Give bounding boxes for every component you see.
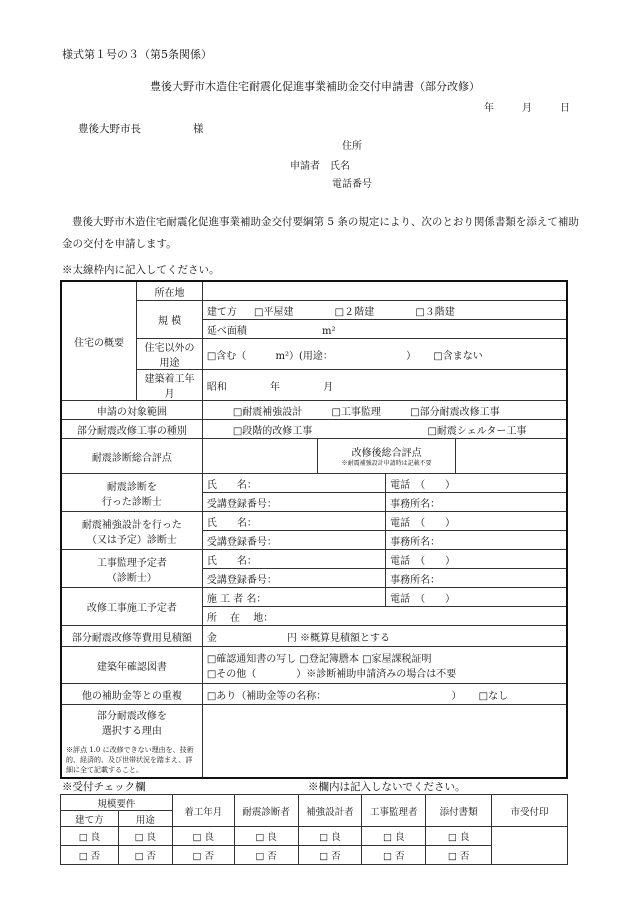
location-input[interactable] bbox=[202, 281, 567, 301]
building-type-row bbox=[202, 301, 567, 320]
req-header: 規模要件 bbox=[61, 795, 173, 811]
diagnoser-reg[interactable]: 受講登録番号： bbox=[202, 493, 385, 512]
scope-row[interactable] bbox=[202, 401, 567, 420]
opt-1f-checkbox[interactable]: □平屋建 bbox=[254, 306, 294, 318]
honorific: 様 bbox=[193, 123, 204, 135]
contractor-address[interactable]: 所 在 地： bbox=[202, 607, 567, 626]
reason-label bbox=[61, 705, 202, 779]
addressee bbox=[78, 121, 204, 136]
date-year: 年 bbox=[484, 103, 494, 114]
year-docs-row[interactable] bbox=[202, 647, 567, 684]
contractor-phone[interactable]: 電話 （ ） bbox=[386, 588, 567, 607]
diagnoser-phone[interactable]: 電話 （ ） bbox=[386, 474, 567, 493]
supervisor-reg[interactable]: 受講登録番号： bbox=[202, 569, 385, 588]
use-close: ） bbox=[406, 350, 417, 362]
overlap-label: 他の補助金等との重複 bbox=[61, 684, 202, 705]
overlap-yes-checkbox: □あり（補助金等の名称： bbox=[206, 690, 327, 702]
supervisor-line1: 工事監理予定者 bbox=[96, 557, 167, 569]
includes-checkbox: □含む（ bbox=[206, 350, 247, 362]
designer-label bbox=[61, 512, 202, 550]
house-overview-label: 住宅の概要 bbox=[61, 281, 137, 401]
reason-line1: 部分耐震改修を bbox=[96, 711, 167, 722]
designer-line2: （又は予定）診断士 bbox=[86, 534, 177, 546]
date-day: 日 bbox=[560, 103, 570, 114]
bad-construction[interactable]: □ 否 bbox=[172, 846, 234, 865]
reception-check-table bbox=[60, 794, 568, 865]
after-score-input[interactable] bbox=[455, 439, 567, 474]
location-label: 所在地 bbox=[137, 281, 203, 301]
construction-year-label: 建築着工年月 bbox=[137, 370, 203, 401]
designer-reg[interactable]: 受講登録番号： bbox=[202, 531, 385, 550]
col-city-stamp: 市受付印 bbox=[492, 795, 568, 827]
address-label: 住所 bbox=[342, 141, 362, 152]
date-line bbox=[456, 99, 570, 114]
non-res-use-row[interactable] bbox=[202, 339, 567, 370]
check-note: ※欄内は記入しないでください。 bbox=[308, 781, 466, 793]
work-opt-staged: □段階的改修工事 bbox=[232, 425, 313, 437]
opt-3f-checkbox[interactable]: □３階建 bbox=[415, 306, 455, 318]
name-label: 氏名 bbox=[330, 161, 350, 172]
sub-use: 用途 bbox=[118, 811, 172, 827]
bad-diagnoser[interactable]: □ 否 bbox=[234, 846, 298, 865]
good-supervisor[interactable]: □ 良 bbox=[362, 827, 426, 846]
overlap-close: ） bbox=[451, 690, 462, 702]
designer-line1: 耐震補強設計を行った bbox=[81, 519, 182, 531]
scope-opt-supervision: □工事監理 bbox=[331, 406, 381, 418]
col-attachments: 添付書類 bbox=[426, 795, 492, 827]
good-use[interactable]: □ 良 bbox=[118, 827, 172, 846]
year-label: 年 bbox=[270, 381, 281, 393]
scope-opt-design: □耐震補強設計 bbox=[232, 406, 303, 418]
scope-opt-work: □部分耐震改修工事 bbox=[410, 406, 500, 418]
good-attachments[interactable]: □ 良 bbox=[426, 827, 492, 846]
month-label: 月 bbox=[323, 381, 334, 393]
diag-score-label: 耐震診断総合評点 bbox=[61, 439, 202, 474]
good-construction[interactable]: □ 良 bbox=[172, 827, 234, 846]
supervisor-line2: （診断士） bbox=[106, 572, 157, 584]
supervisor-office[interactable]: 事務所名： bbox=[386, 569, 567, 588]
cost-label: 部分耐震改修等費用見積額 bbox=[61, 626, 202, 647]
frame-note: ※太線枠内に記入してください。 bbox=[62, 264, 220, 276]
after-score-label: 改修後総合評点 bbox=[351, 448, 422, 459]
sub-building-type: 建て方 bbox=[61, 811, 119, 827]
not-include-checkbox: □含まない bbox=[433, 350, 483, 362]
after-score-note: ※耐震補強設計申請時は記載不要 bbox=[341, 460, 432, 467]
overlap-row[interactable] bbox=[202, 684, 567, 705]
cost-input[interactable]: 金 円 ※概算見積額とする bbox=[202, 626, 567, 647]
contractor-label: 改修工事施工予定者 bbox=[61, 588, 202, 626]
diagnoser-office[interactable]: 事務所名： bbox=[386, 493, 567, 512]
form-number: 様式第１号の３（第5条関係） bbox=[62, 48, 212, 61]
good-building-type[interactable]: □ 良 bbox=[61, 827, 119, 846]
bad-attachments[interactable]: □ 否 bbox=[426, 846, 492, 865]
era-label: 昭和 bbox=[206, 381, 227, 393]
scope-label: 申請の対象範囲 bbox=[61, 401, 202, 420]
diagnoser-label bbox=[61, 474, 202, 512]
col-designer: 補強設計者 bbox=[298, 795, 362, 827]
work-opt-shelter: □耐震シェルター工事 bbox=[427, 425, 527, 437]
diagnoser-line1: 耐震診断を bbox=[106, 481, 157, 493]
year-docs-opts-1: □確認通知書の写し □登記簿謄本 □家屋課税証明 bbox=[206, 654, 432, 665]
bad-building-type[interactable]: □ 否 bbox=[61, 846, 119, 865]
applicant-line bbox=[290, 157, 350, 172]
supervisor-name[interactable]: 氏 名： bbox=[202, 550, 385, 569]
reason-note: ※評点 1.0 に改修できない理由を、技術的、経済的、及び世帯状況を踏まえ、詳細に全て記載すること。 bbox=[66, 746, 194, 774]
use-area-label: m²）(用途： bbox=[275, 350, 333, 362]
after-score-cell bbox=[318, 439, 456, 474]
contractor-name[interactable]: 施 工 者 名： bbox=[202, 588, 385, 607]
floor-area-unit: m² bbox=[322, 325, 336, 337]
bad-use[interactable]: □ 否 bbox=[118, 846, 172, 865]
mayor-label: 豊後大野市長 bbox=[78, 123, 141, 135]
phone-label: 電話番号 bbox=[332, 179, 372, 190]
applicant-label: 申請者 bbox=[290, 161, 320, 172]
work-type-row[interactable] bbox=[202, 420, 567, 439]
application-table bbox=[60, 280, 568, 779]
overlap-no-checkbox: □なし bbox=[478, 690, 509, 702]
application-paragraph: 豊後大野市木造住宅耐震化促進事業補助金交付要綱第 5 条の規定により、次のとおり関係書類を添えて補助金の交付を申請します。 bbox=[62, 216, 579, 250]
city-stamp-box bbox=[492, 827, 568, 865]
year-docs-label: 建築年確認図書 bbox=[61, 647, 202, 684]
designer-office[interactable]: 事務所名： bbox=[386, 531, 567, 550]
date-month: 月 bbox=[522, 103, 532, 114]
form-title: 豊後大野市木造住宅耐震化促進事業補助金交付申請書（部分改修） bbox=[150, 80, 480, 93]
col-construction: 着工年月 bbox=[172, 795, 234, 827]
good-designer[interactable]: □ 良 bbox=[298, 827, 362, 846]
diagnoser-name[interactable]: 氏 名： bbox=[202, 474, 385, 493]
building-type-label: 建て方 bbox=[206, 306, 237, 318]
designer-name[interactable]: 氏 名： bbox=[202, 512, 385, 531]
diag-score-input[interactable] bbox=[202, 439, 318, 474]
col-supervisor: 工事監理者 bbox=[362, 795, 426, 827]
bad-designer[interactable]: □ 否 bbox=[298, 846, 362, 865]
col-diagnoser: 耐震診断者 bbox=[234, 795, 298, 827]
non-res-use-label: 住宅以外の用途 bbox=[137, 339, 203, 370]
supervisor-phone[interactable]: 電話 （ ） bbox=[386, 550, 567, 569]
designer-phone[interactable]: 電話 （ ） bbox=[386, 512, 567, 531]
reason-line2: 選択する理由 bbox=[101, 726, 162, 737]
bad-supervisor[interactable]: □ 否 bbox=[362, 846, 426, 865]
floor-area-row[interactable] bbox=[202, 320, 567, 339]
good-diagnoser[interactable]: □ 良 bbox=[234, 827, 298, 846]
supervisor-label bbox=[61, 550, 202, 588]
floor-area-label: 延べ面積 bbox=[206, 325, 247, 337]
work-type-label: 部分耐震改修工事の種別 bbox=[61, 420, 202, 439]
year-docs-opts-2: □その他（ ）※診断補助申請済みの場合は不要 bbox=[206, 669, 457, 680]
construction-year-row[interactable] bbox=[202, 370, 567, 401]
scale-label: 規 模 bbox=[137, 301, 203, 339]
opt-2f-checkbox[interactable]: □２階建 bbox=[334, 306, 375, 318]
check-title: ※受付チェック欄 bbox=[62, 781, 146, 793]
reason-input[interactable] bbox=[202, 705, 567, 779]
diagnoser-line2: 行った診断士 bbox=[101, 496, 162, 508]
